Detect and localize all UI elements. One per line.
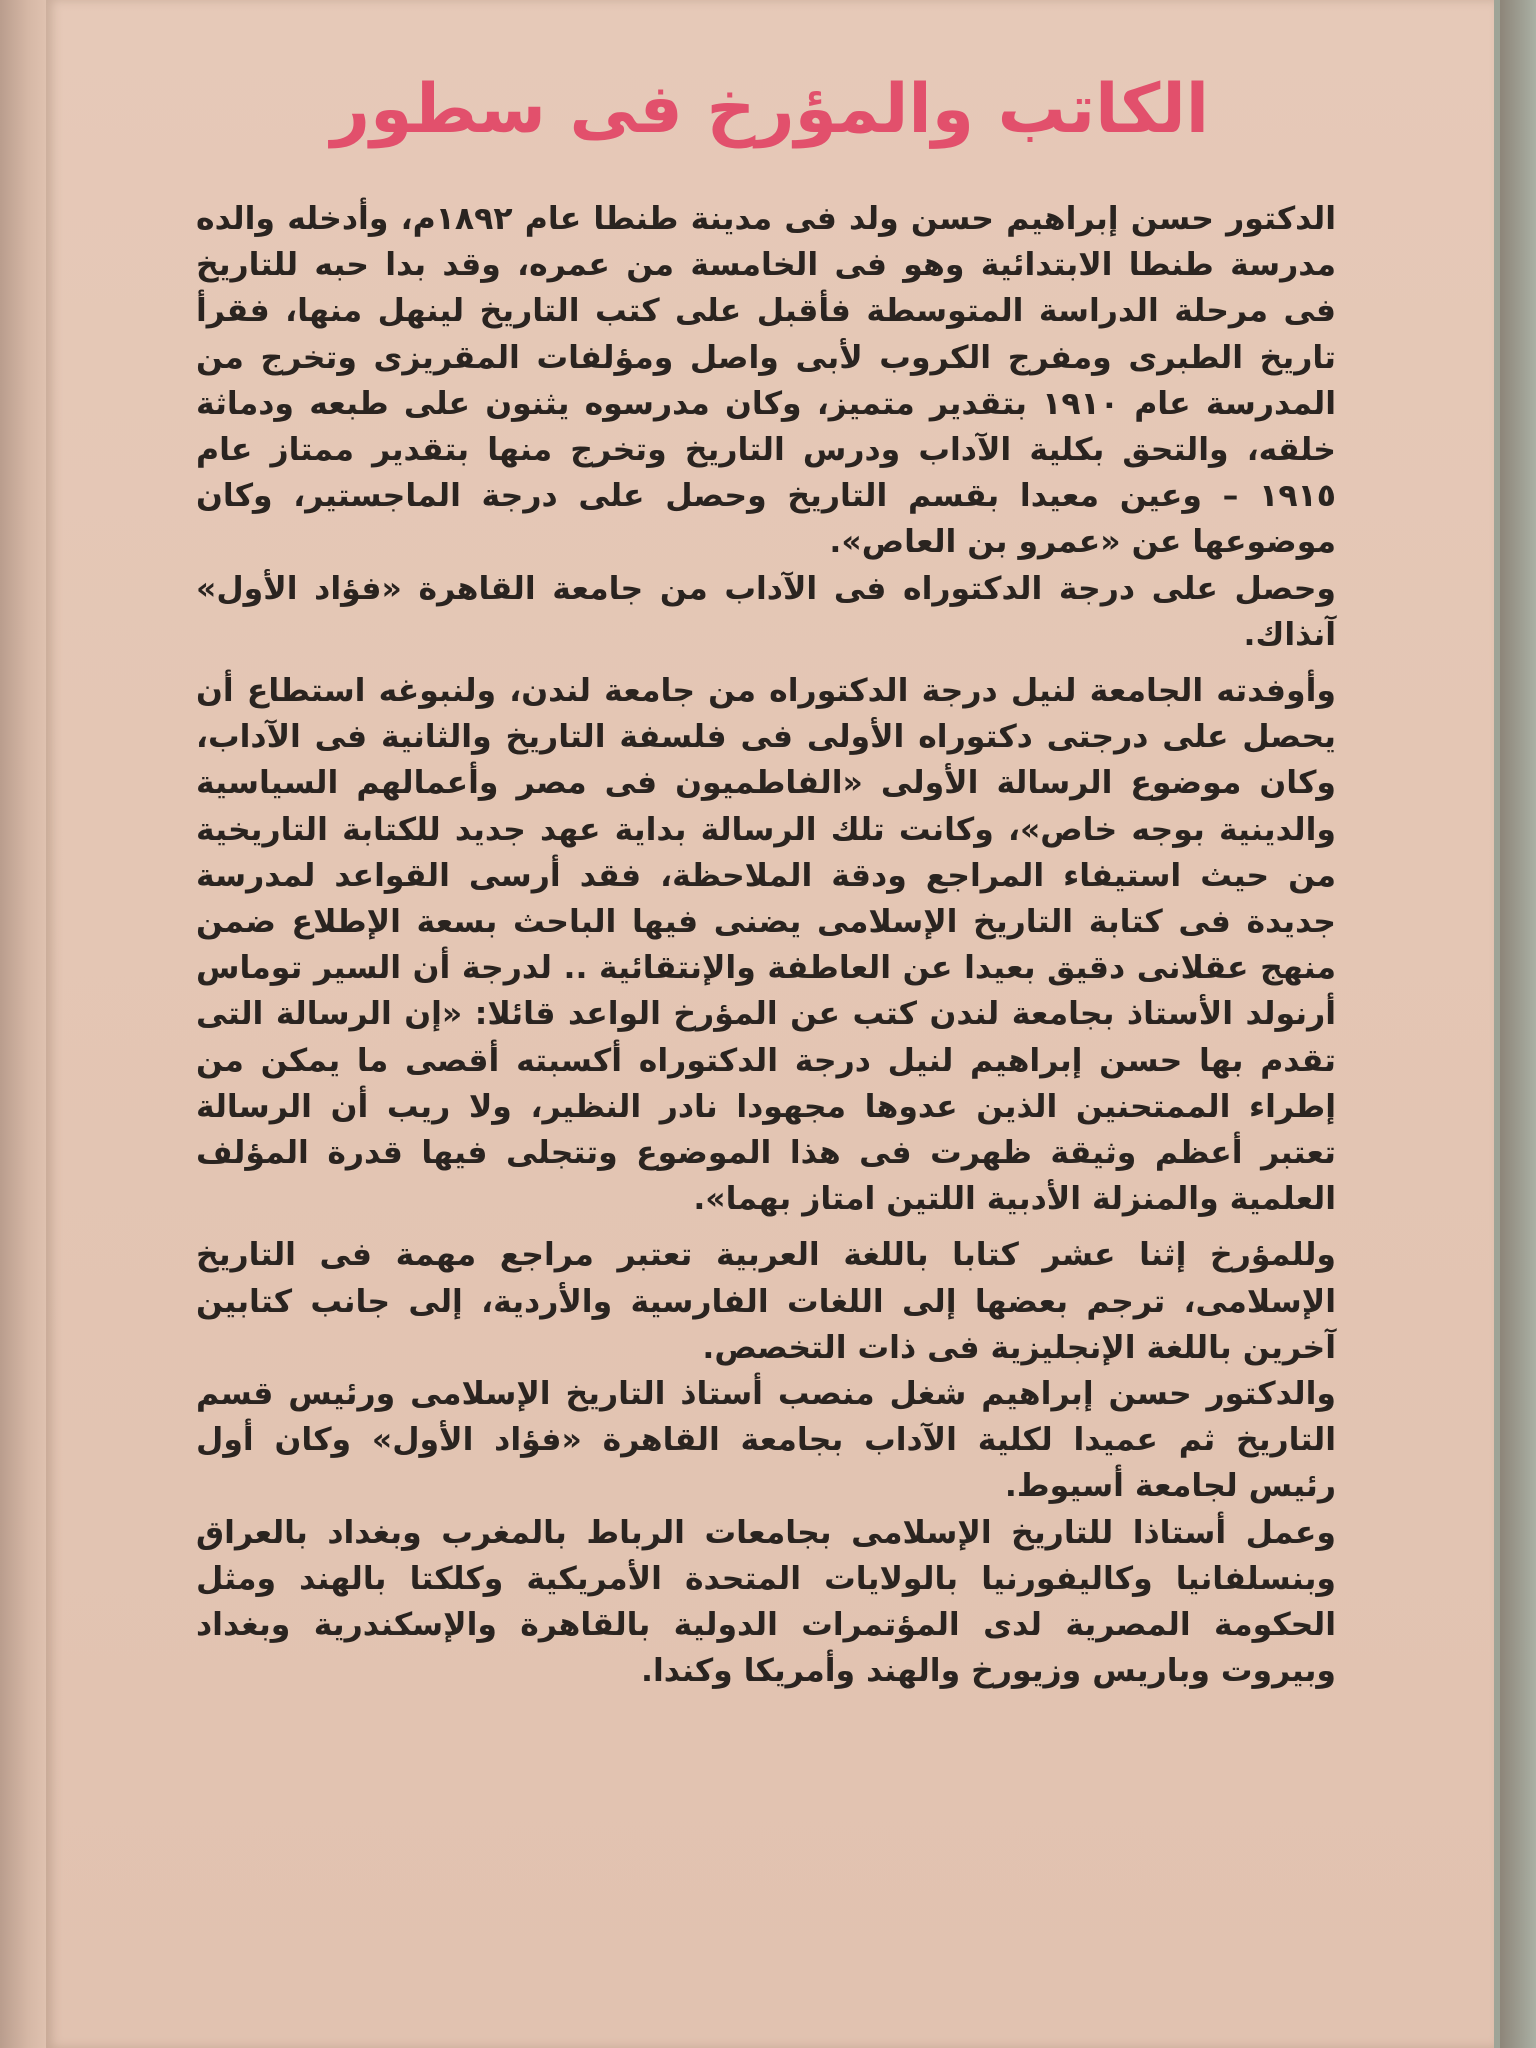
paragraph-books: وللمؤرخ إثنا عشر كتابا باللغة العربية تعتبر مراجع مهمة فى التاريخ الإسلامى، ترجم بعضها إلى اللغات الفارسية والأردية، إلى جانب كتابين آخرين باللغة الإنجليزية فى ذات التخصص.: [196, 1237, 1336, 1366]
paragraph-london-doctorate: وأوفدته الجامعة لنيل درجة الدكتوراه من جامعة لندن، ولنبوغه استطاع أن يحصل على درجتى دكتوراه الأولى فى فلسفة التاريخ والثانية فى الآداب، وكان موضوع الرسالة الأولى «الفاطميون فى مصر وأعمالهم السياسية والدينية بوجه خاص»، وكانت تلك الرسالة بداية عهد جديد للكتابة التاريخية من حيث استيفاء المراجع ودقة الملاحظة، فقد أرسى القواعد لمدرسة جديدة فى كتابة التاريخ الإسلامى يضنى فيها الباحث بسعة الإطلاع ضمن منهج عقلانى دقيق بعيدا عن العاطفة والإنتقائية .. لدرجة أن السير توماس أرنولد الأستاذ بجامعة لندن كتب عن المؤرخ الواعد قائلا: «إن الرسالة التى تقدم بها حسن إبراهيم لنيل درجة الدكتوراه أكسبته أقصى ما يمكن من إطراء الممتحنين الذين عدوها مجهودا نادر النظير، ولا ريب أن الرسالة تعتبر أعظم وثيقة ظهرت فى هذا الموضوع وتتجلى فيها قدرة المؤلف العلمية والمنزلة الأدبية اللتين امتاز بهما».: [196, 673, 1336, 1218]
book-back-cover: [46, 0, 1494, 2048]
book-spine: [0, 0, 48, 2048]
paragraph-birth-education: الدكتور حسن إبراهيم حسن ولد فى مدينة طنطا عام ١٨٩٢م، وأدخله والده مدرسة طنطا الابتدائية وهو فى الخامسة من عمره، وقد بدا حبه للتاريخ فى مرحلة الدراسة المتوسطة فأقبل على كتب التاريخ لينهل منها، فقرأ تاريخ الطبرى ومفرج الكروب لأبى واصل ومؤلفات المقريزى وتخرج من المدرسة عام ١٩١٠ بتقدير متميز، وكان مدرسوه يثنون على طبعه ودماثة خلقه، والتحق بكلية الآداب ودرس التاريخ وتخرج منها بتقدير ممتاز عام ١٩١٥ – وعين معيدا بقسم التاريخ وحصل على درجة الماجستير، وكان موضوعها عن «عمرو بن العاص».: [196, 201, 1336, 561]
paragraph-positions: والدكتور حسن إبراهيم شغل منصب أستاذ التاريخ الإسلامى ورئيس قسم التاريخ ثم عميدا لكلية الآداب بجامعة القاهرة «فؤاد الأول» وكان أول رئيس لجامعة أسيوط.: [196, 1376, 1336, 1505]
paragraph-teaching-abroad: وعمل أستاذا للتاريخ الإسلامى بجامعات الرباط بالمغرب وبغداد بالعراق وبنسلفانيا وكاليفورنيا بالولايات المتحدة الأمريكية وكلكتا بالهند ومثل الحكومة المصرية لدى المؤتمرات الدولية بالقاهرة والإسكندرية وبغداد وبيروت وباريس وزيورخ والهند وأمريكا وكندا.: [196, 1514, 1336, 1690]
biography-text: [196, 196, 1336, 1695]
paragraph-doctorate-cairo: وحصل على درجة الدكتوراه فى الآداب من جامعة القاهرة «فؤاد الأول» آنذاك.: [196, 570, 1336, 653]
background-surface: [1500, 0, 1536, 2048]
cover-title: الكاتب والمؤرخ فى سطور: [330, 70, 1210, 149]
